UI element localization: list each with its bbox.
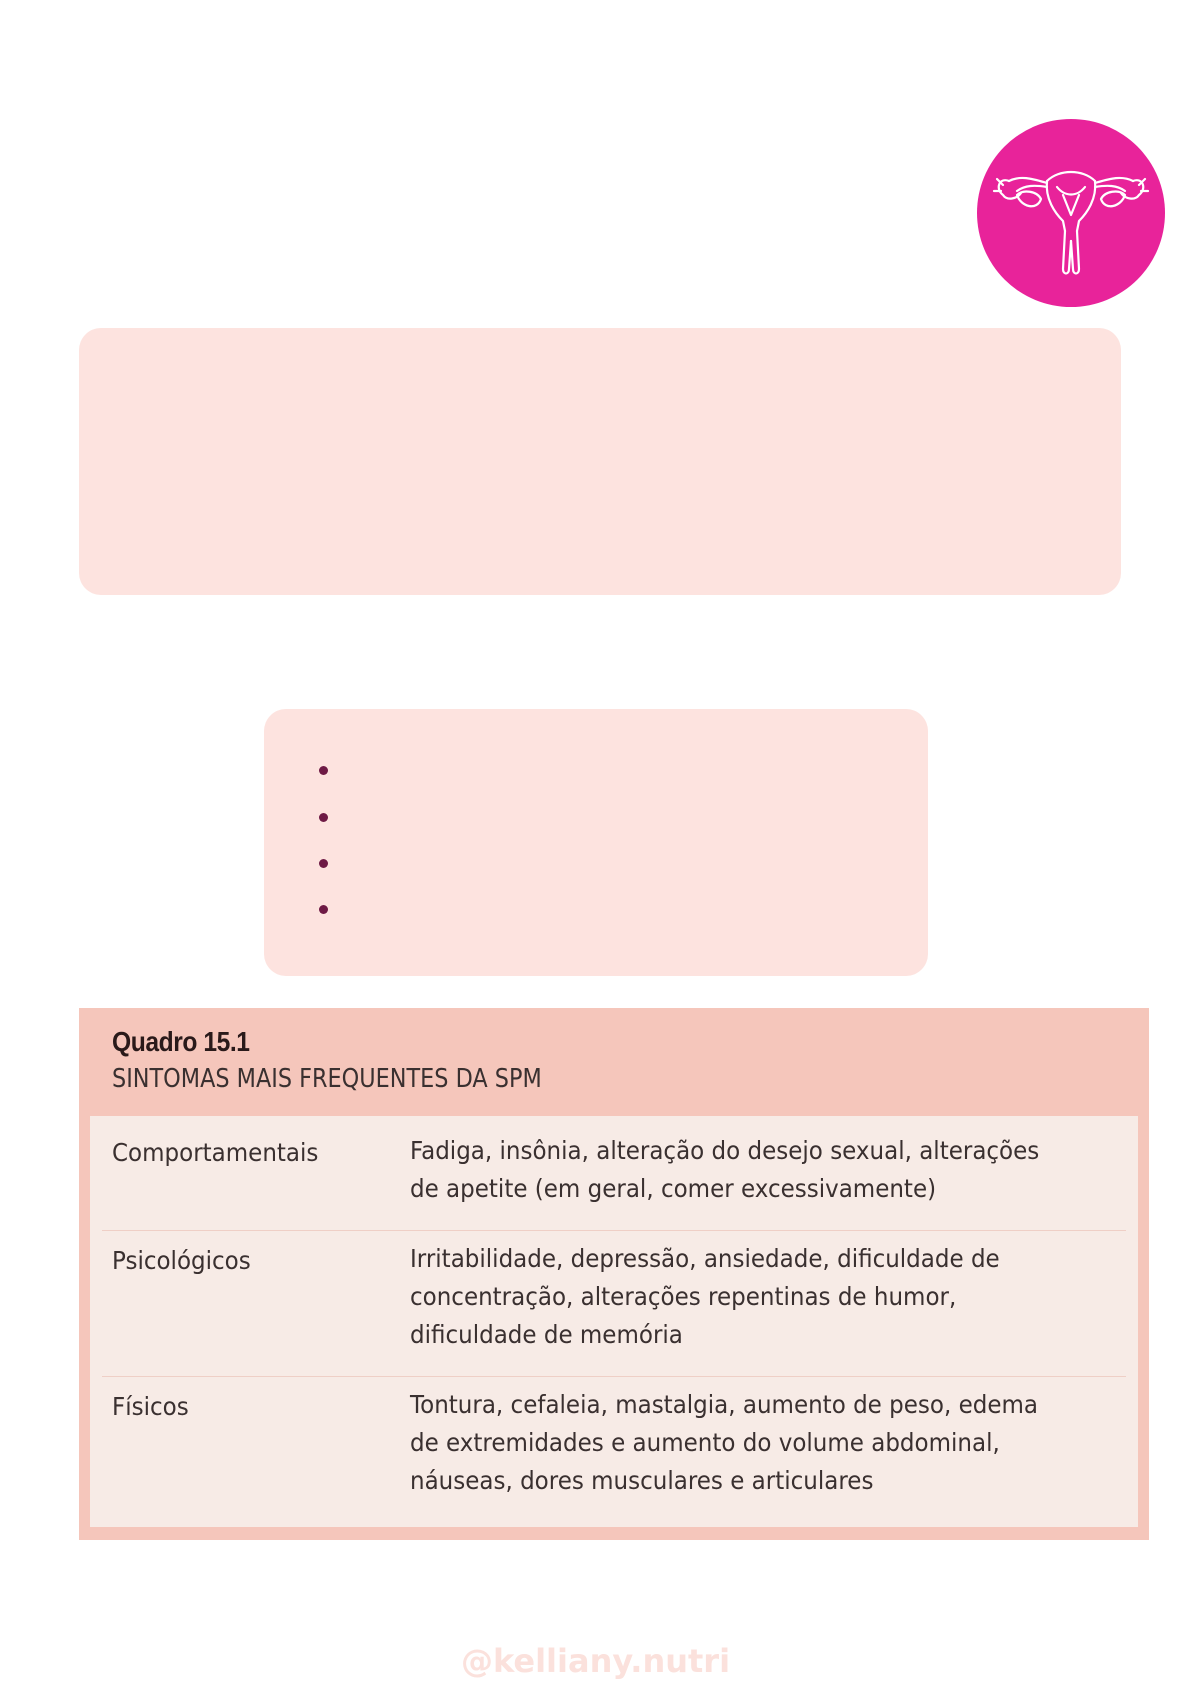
row-category: Físicos [112, 1392, 189, 1421]
list-item-bullet [319, 905, 328, 914]
row-description: Fadiga, insônia, alteração do desejo sexual, alterações de apetite (em geral, comer excessivamente) [410, 1136, 1040, 1203]
logo-badge [977, 119, 1165, 307]
row-description: Tontura, cefaleia, mastalgia, aumento de peso, edema de extremidades e aumento do volume abdominal, náuseas, dores musculares e articulares [410, 1390, 1038, 1495]
bullet-list [264, 709, 928, 976]
row-divider [102, 1376, 1126, 1377]
row-category: Comportamentais [112, 1138, 319, 1167]
row-divider [102, 1230, 1126, 1231]
symptoms-table [90, 1116, 1138, 1527]
table-subtitle: SINTOMAS MAIS FREQUENTES DA SPM [112, 1064, 542, 1094]
symptoms-table-box [79, 1008, 1149, 1540]
list-item-bullet [319, 859, 328, 868]
highlight-box-top [79, 328, 1121, 595]
table-title: Quadro 15.1 [112, 1026, 250, 1057]
bullet-box [264, 709, 928, 976]
row-description: Irritabilidade, depressão, ansiedade, dificuldade de concentração, alterações repentinas de humor, dificuldade de memória [410, 1244, 1000, 1349]
watermark: @kelliany.nutri [460, 1642, 731, 1680]
row-category: Psicológicos [112, 1246, 251, 1275]
list-item-bullet [319, 813, 328, 822]
uterus-icon [977, 119, 1165, 307]
list-item-bullet [319, 766, 328, 775]
